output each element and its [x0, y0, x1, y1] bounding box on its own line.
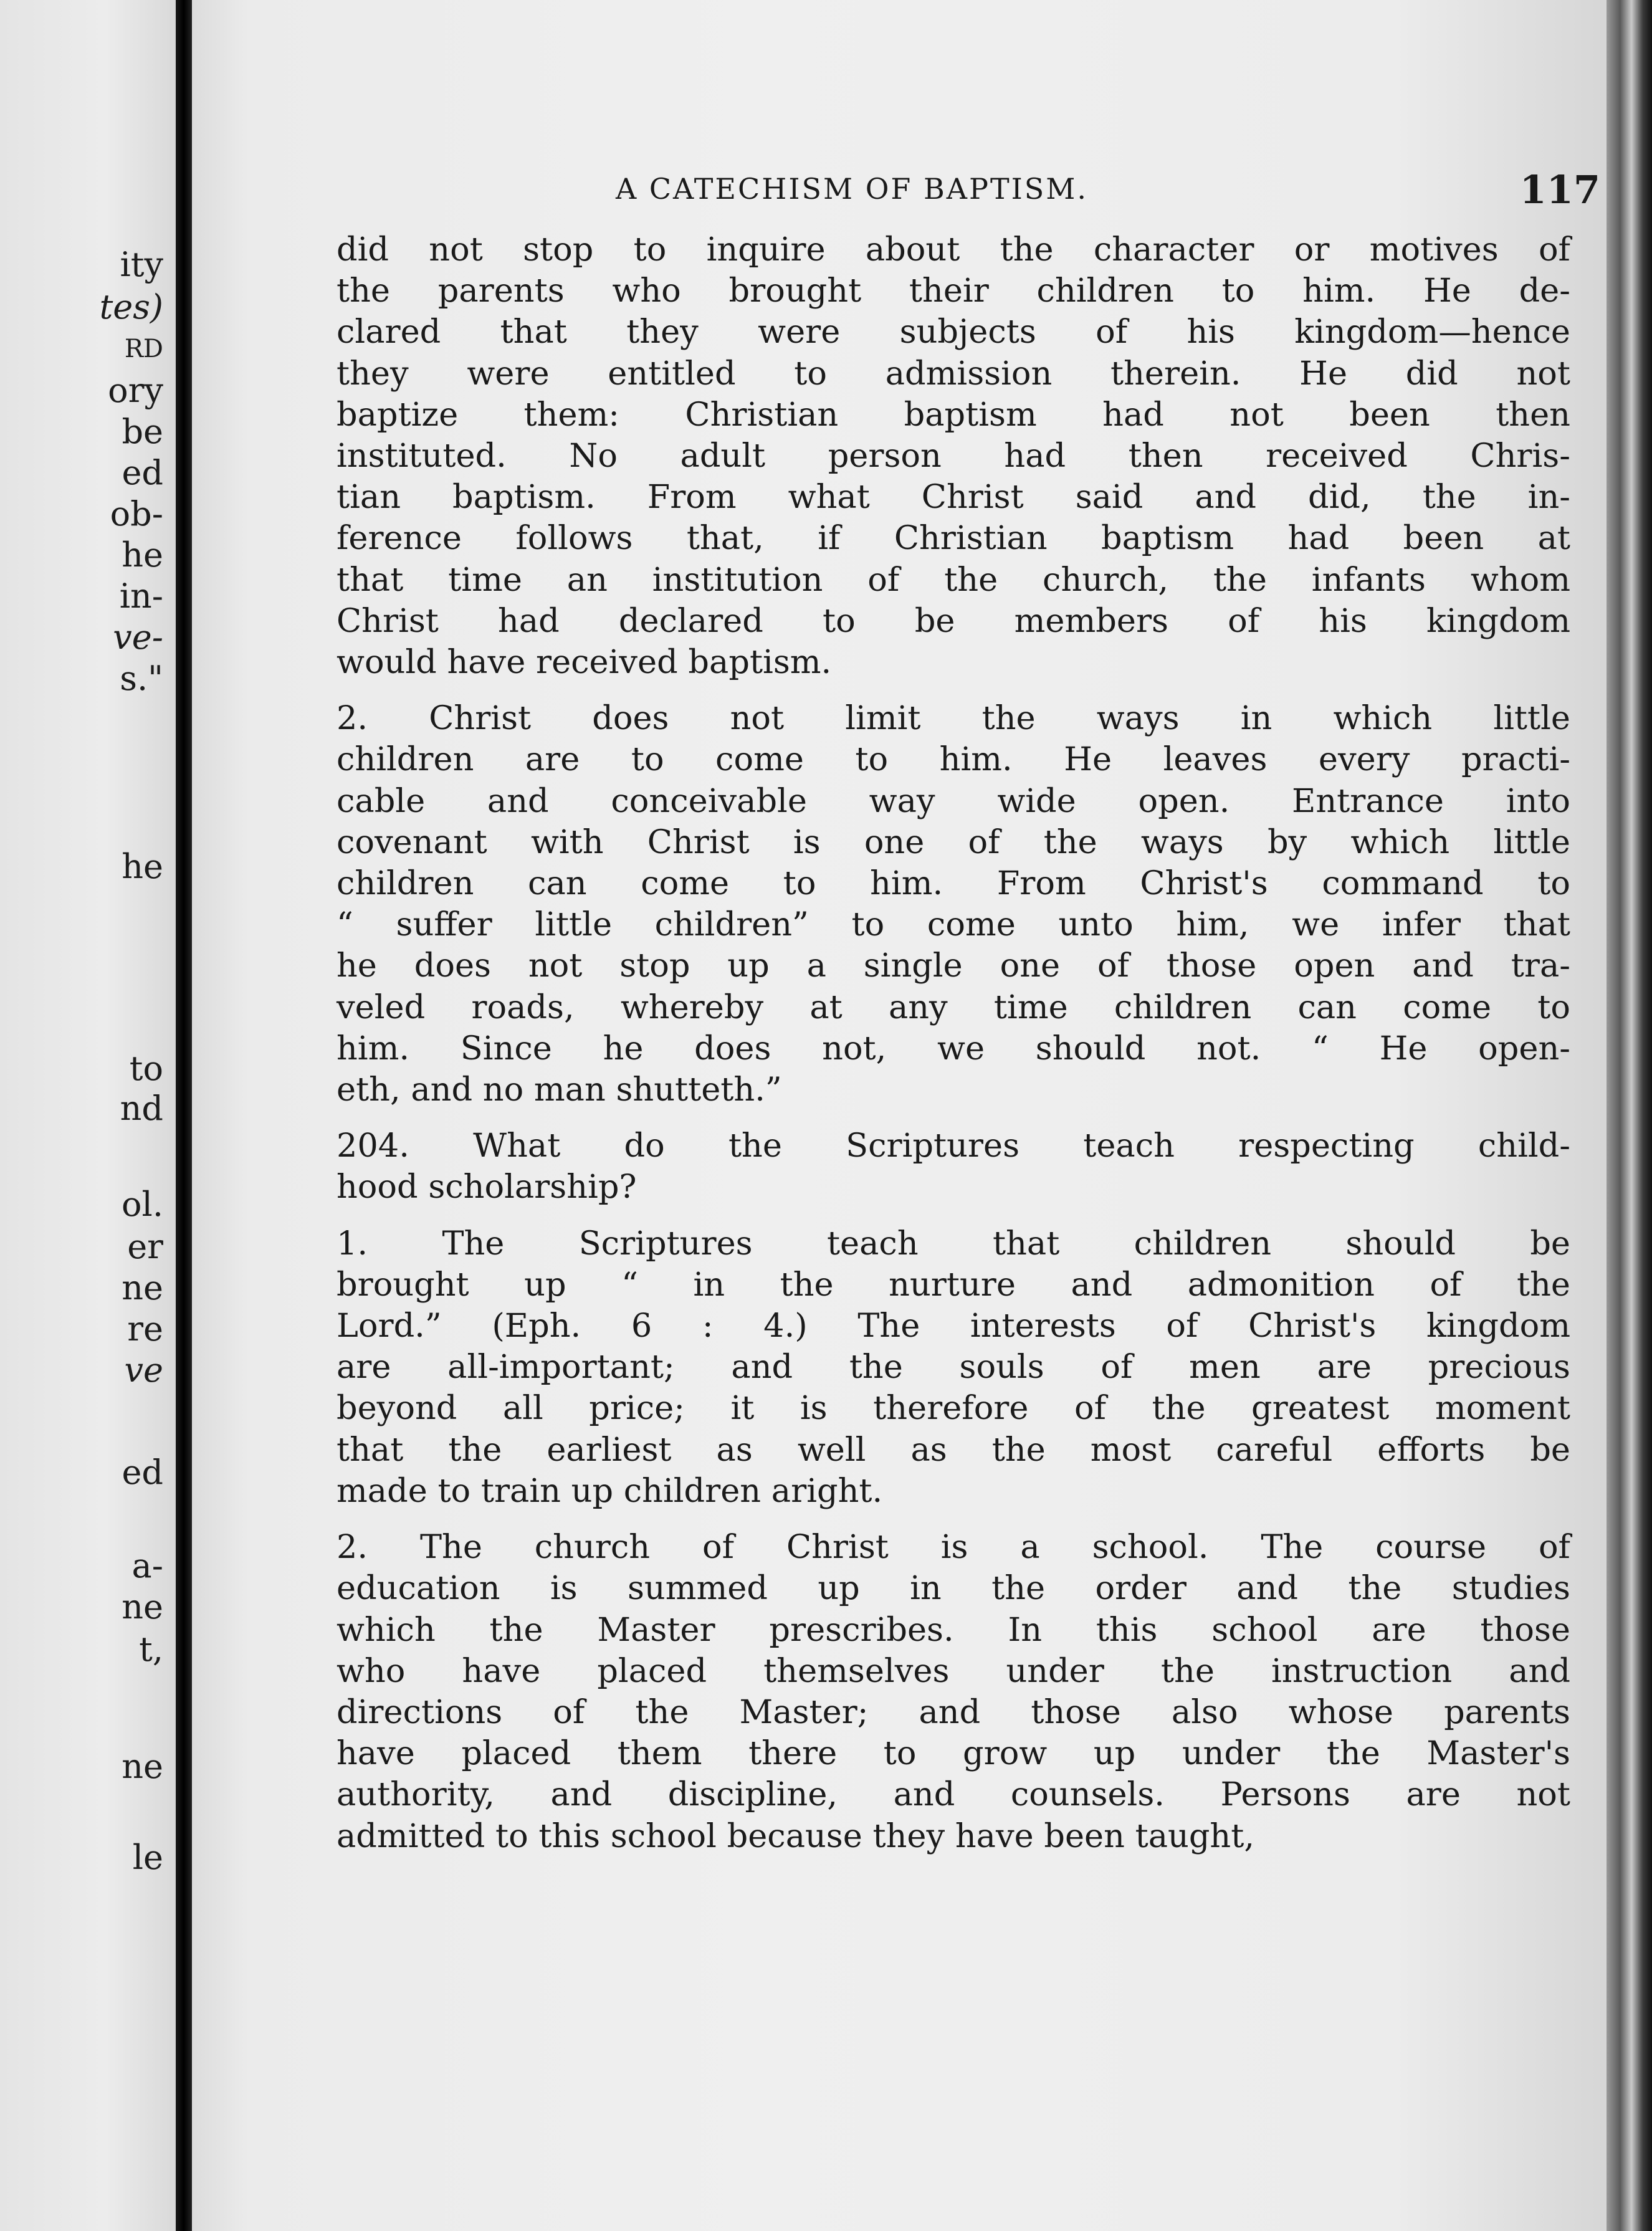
text-line: veled roads, whereby at any time children can come to — [337, 988, 1570, 1026]
left-page-fragment: ve — [124, 1350, 163, 1390]
book-gutter — [176, 0, 192, 2231]
text-line: which the Master prescribes. In this school are those — [337, 1610, 1570, 1649]
left-page-fragment: ne — [122, 1587, 163, 1627]
text-line: 2. The church of Christ is a school. The course of — [337, 1528, 1570, 1567]
text-line: 204. What do the Scriptures teach respecting child- — [337, 1127, 1570, 1165]
left-page-fragment: re — [127, 1309, 163, 1349]
body-text — [337, 229, 1570, 1857]
text-line: admitted to this school because they have been taught, — [337, 1817, 1255, 1855]
left-page-fragment: RD — [124, 335, 163, 363]
text-line: would have received baptism. — [337, 643, 832, 682]
left-page-fragment: ed — [122, 1453, 163, 1492]
left-page-fragment: s." — [120, 659, 163, 698]
text-line: eth, and no man shutteth.” — [337, 1071, 782, 1109]
page-edge — [1607, 0, 1652, 2231]
text-line: he does not stop up a single one of those open and tra- — [337, 947, 1570, 985]
left-facing-page — [0, 0, 176, 2231]
text-line: the parents who brought their children to him. He de- — [337, 272, 1570, 310]
text-line: instituted. No adult person had then received Chris- — [337, 437, 1570, 475]
paragraph — [337, 229, 1570, 683]
page — [192, 0, 1607, 2231]
left-page-fragment: ory — [108, 371, 163, 410]
paragraph — [337, 1223, 1570, 1512]
text-line: did not stop to inquire about the character or motives of — [337, 231, 1570, 269]
text-line: beyond all price; it is therefore of the greatest moment — [337, 1389, 1570, 1428]
text-line: Lord.” (Eph. 6 : 4.) The interests of Christ's kingdom — [337, 1307, 1570, 1345]
running-title: A CATECHISM OF BAPTISM. — [616, 172, 1089, 206]
text-line: ference follows that, if Christian baptism had been at — [337, 519, 1570, 558]
left-page-fragment: tes) — [99, 287, 163, 327]
left-page-fragment: nd — [120, 1089, 163, 1128]
text-line: that time an institution of the church, the infants whom — [337, 560, 1570, 599]
left-page-fragment: ne — [122, 1747, 163, 1786]
text-line: they were entitled to admission therein. He did not — [337, 354, 1570, 393]
running-head — [616, 167, 1600, 217]
left-page-fragment: er — [127, 1227, 163, 1266]
text-line: are all-important; and the souls of men are precious — [337, 1348, 1570, 1387]
left-page-fragment: ity — [120, 245, 163, 284]
text-line: cable and conceivable way wide open. Entrance into — [337, 781, 1570, 820]
text-line: Christ had declared to be members of his kingdom — [337, 601, 1570, 640]
text-line: baptize them: Christian baptism had not been then — [337, 395, 1570, 434]
question-paragraph — [337, 1125, 1570, 1208]
text-line: covenant with Christ is one of the ways by which little — [337, 823, 1570, 861]
text-line: brought up “ in the nurture and admonition of the — [337, 1265, 1570, 1304]
paragraph — [337, 1527, 1570, 1857]
left-page-fragment: ed — [122, 453, 163, 492]
text-line: children are to come to him. He leaves every practi- — [337, 740, 1570, 779]
text-line: that the earliest as well as the most careful efforts be — [337, 1430, 1570, 1469]
left-page-fragment: t, — [139, 1630, 163, 1669]
text-line: him. Since he does not, we should not. “ He open- — [337, 1029, 1570, 1068]
left-page-fragment: in- — [119, 576, 163, 616]
left-page-fragment: le — [132, 1838, 163, 1877]
left-page-fragment: ve- — [113, 618, 163, 657]
text-line: made to train up children aright. — [337, 1471, 883, 1510]
text-line: tian baptism. From what Christ said and did, the in- — [337, 478, 1570, 517]
text-line: clared that they were subjects of his kingdom—hence — [337, 313, 1570, 351]
left-page-fragment: ol. — [122, 1185, 163, 1224]
left-page-fragment: he — [122, 847, 163, 886]
paragraph — [337, 698, 1570, 1111]
text-line: “ suffer little children” to come unto him, we infer that — [337, 905, 1570, 944]
left-page-fragment: be — [122, 412, 163, 451]
left-page-fragment: ob- — [110, 494, 163, 533]
text-line: 1. The Scriptures teach that children should be — [337, 1224, 1570, 1263]
text-line: authority, and discipline, and counsels. Persons are not — [337, 1775, 1570, 1814]
text-line: children can come to him. From Christ's command to — [337, 864, 1570, 903]
text-line: have placed them there to grow up under the Master's — [337, 1734, 1570, 1773]
text-line: directions of the Master; and those also whose parents — [337, 1693, 1570, 1731]
left-page-fragment: to — [129, 1049, 163, 1088]
page-number: 117 — [1519, 167, 1600, 213]
text-line: hood scholarship? — [337, 1168, 637, 1206]
text-line: education is summed up in the order and the studies — [337, 1569, 1570, 1608]
text-line: 2. Christ does not limit the ways in which little — [337, 699, 1570, 738]
text-line: who have placed themselves under the instruction and — [337, 1651, 1570, 1690]
left-page-fragment: a- — [131, 1546, 163, 1585]
left-page-fragment: ne — [122, 1268, 163, 1307]
left-page-fragment: he — [122, 535, 163, 575]
